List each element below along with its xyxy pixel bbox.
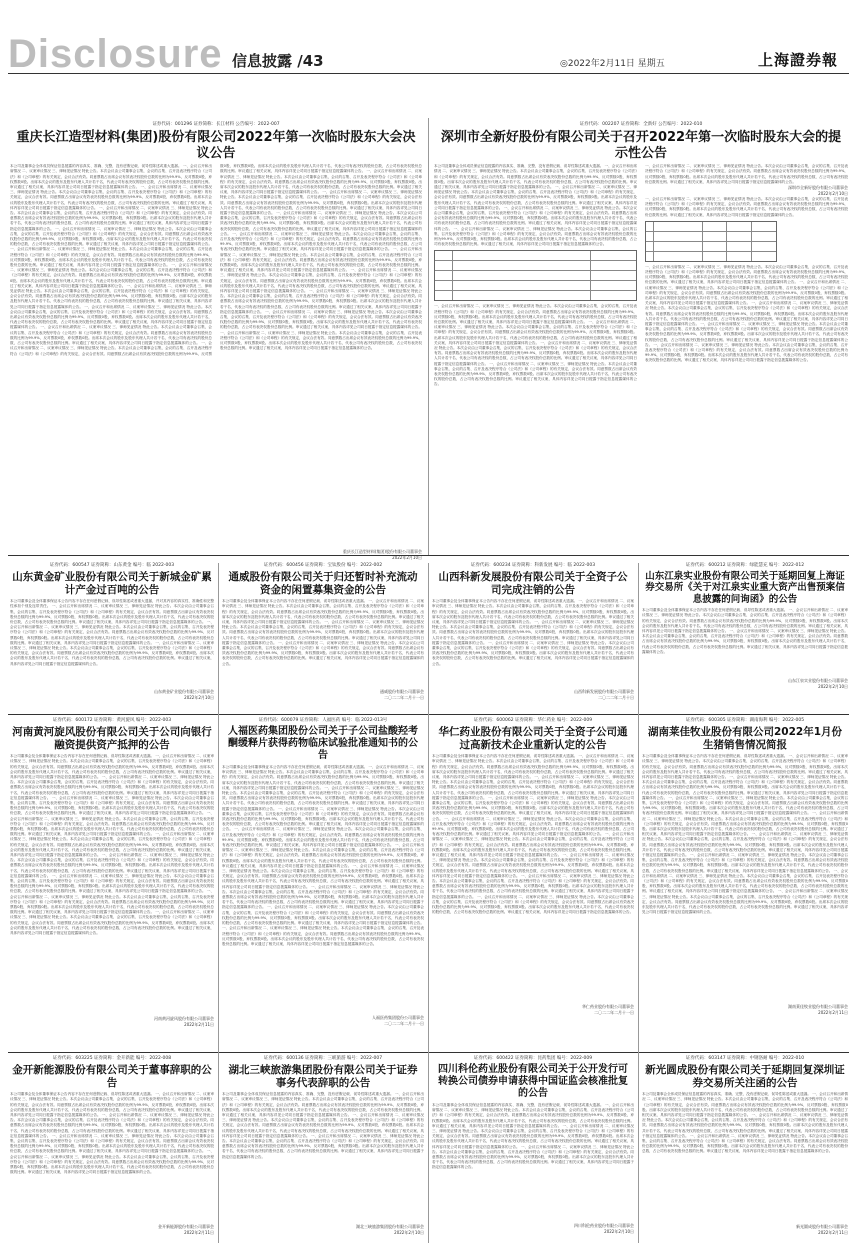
announcement [10, 563, 214, 711]
table-row [435, 261, 636, 271]
announcement-text: 一、会议召开和出席情况 二、议案审议情况 三、律师见证情况 特此公告。本次会议由公司董事会召集，会议的召集、召开及表决程序符合《公司法》和《公司章程》的有关规定，会议合法有效。同意票数占出席会议有效表决权股份总数的比例为99.9%，反对票数0股，弃权票数0股。出席本次会议的股东及股东代理人共计若干名，代表公司有表决权的股份总数，占公司有表决权股份总数的比例。审议通过了相关议案，具体内容详见公司同日披露于指定信息披露媒体的公告。 [220, 330, 422, 351]
announcement-body [432, 754, 634, 1004]
table-row [646, 232, 776, 242]
announcement-text: 一、会议召开和出席情况 二、议案审议情况 三、律师见证情况 特此公告。本次会议由公司董事会召集，会议的召集、召开及表决程序符合《公司法》和《公司章程》的有关规定，会议合法有效。同意票数占出席会议有效表决权股份总数的比例为99.9%，反对票数0股，弃权票数0股。出席本次会议的股东及股东代理人共计若干名，代表公司有表决权的股份总数，占公司有表决权股份总数的比例。审议通过了相关议案，具体内容详见公司同日披露于指定信息披露媒体的公告。 [222, 806, 424, 832]
announcement-text: 一、会议召开和出席情况 二、议案审议情况 三、律师见证情况 特此公告。本次会议由公司董事会召集，会议的召集、召开及表决程序符合《公司法》和《公司章程》的有关规定，会议合法有效。同意票数占出席会议有效表决权股份总数的比例为99.9%，反对票数0股，弃权票数0股。出席本次会议的股东及股东代理人共计若干名，代表公司有表决权的股份总数，占公司有表决权股份总数的比例。审议通过了相关议案，具体内容详见公司同日披露于指定信息披露媒体的公告。 [10, 795, 214, 816]
announcement-text: 一、会议召开和出席情况 二、议案审议情况 三、律师见证情况 特此公告。本次会议由公司董事会召集，会议的召集、召开及表决程序符合《公司法》和《公司章程》的有关规定，会议合法有效。同意票数占出席会议有效表决权股份总数的比例为99.9%，反对票数0股，弃权票数0股。出席本次会议的股东及股东代理人共计若干名，代表公司有表决权的股份总数，占公司有表决权股份总数的比例。审议通过了相关议案，具体内容详见公司同日披露于指定信息披露媒体的公告。 [642, 795, 848, 816]
table-row [646, 252, 776, 261]
announcement-body [10, 599, 214, 689]
announcement-title: 金开新能源股份有限公司关于董事辞职的公告 [12, 1064, 212, 1089]
announcement-lead: 本公司董事会及全体董事保证本公告内容不存在任何虚假记载、误导性陈述或者重大遗漏。 [642, 754, 788, 759]
announcement-text: 一、会议召开和出席情况 二、议案审议情况 三、律师见证情况 特此公告。本次会议由公司董事会召集，会议的召集、召开及表决程序符合《公司法》和《公司章程》的有关规定，会议合法有效。同意票数占出席会议有效表决权股份总数的比例为99.9%，反对票数0股，弃权票数0股。出席本次会议的股东及股东代理人共计若干名，代表公司有表决权的股份总数，占公司有表决权股份总数的比例。审议通过了相关议案，具体内容详见公司同日披露于指定信息披露媒体的公告。 [10, 604, 214, 624]
announcement-text: 一、会议召开和出席情况 二、议案审议情况 三、律师见证情况 特此公告。本次会议由公司董事会召集，会议的召集、召开及表决程序符合《公司法》和《公司章程》的有关规定，会议合法有效。同意票数占出席会议有效表决权股份总数的比例为99.9%，反对票数0股，弃权票数0股。出席本次会议的股东及股东代理人共计若干名，代表公司有表决权的股份总数，占公司有表决权股份总数的比例。审议通过了相关议案，具体内容详见公司同日披露于指定信息披露媒体的公告。 [432, 1103, 634, 1128]
announcement [434, 122, 848, 552]
announcement-text: 一、会议召开和出席情况 二、议案审议情况 三、律师见证情况 特此公告。本次会议由公司董事会召集，会议的召集、召开及表决程序符合《公司法》和《公司章程》的有关规定，会议合法有效。同意票数占出席会议有效表决权股份总数的比例为99.9%，反对票数0股，弃权票数0股。出席本次会议的股东及股东代理人共计若干名，代表公司有表决权的股份总数，占公司有表决权股份总数的比例。审议通过了相关议案，具体内容详见公司同日披露于指定信息披露媒体的公告。 [432, 1144, 634, 1170]
announcement-text: 一、会议召开和出席情况 二、议案审议情况 三、律师见证情况 特此公告。本次会议由公司董事会召集，会议的召集、召开及表决程序符合《公司法》和《公司章程》的有关规定，会议合法有效。同意票数占出席会议有效表决权股份总数的比例为99.9%，反对票数0股，弃权票数0股。出席本次会议的股东及股东代理人共计若干名，代表公司有表决权的股份总数，占公司有表决权股份总数的比例。审议通过了相关议案，具体内容详见公司同日披露于指定信息披露媒体的公告。 [10, 164, 212, 189]
announcement-text: 一、会议召开和出席情况 二、议案审议情况 三、律师见证情况 特此公告。本次会议由公司董事会召集，会议的召集、召开及表决程序符合《公司法》和《公司章程》的有关规定，会议合法有效。同意票数占出席会议有效表决权股份总数的比例为99.9%，反对票数0股，弃权票数0股。出席本次会议的股东及股东代理人共计若干名，代表公司有表决权的股份总数，占公司有表决权股份总数的比例。审议通过了相关议案，具体内容详见公司同日披露于指定信息披露媒体的公告。 [434, 320, 637, 345]
announcement-text: 一、会议召开和出席情况 二、议案审议情况 三、律师见证情况 特此公告。本次会议由公司董事会召集，会议的召集、召开及表决程序符合《公司法》和《公司章程》的有关规定，会议合法有效。同意票数占出席会议有效表决权股份总数的比例为99.9%，反对票数0股，弃权票数0股。出席本次会议的股东及股东代理人共计若干名，代表公司有表决权的股份总数，占公司有表决权股份总数的比例。审议通过了相关议案，具体内容详见公司同日披露于指定信息披露媒体的公告。 [10, 754, 214, 779]
announcement-lead: 本公司董事会及全体董事保证本公告内容不存在任何虚假记载、误导性陈述或者重大遗漏。 [222, 765, 368, 769]
announcement-text: 一、会议召开和出席情况 二、议案审议情况 三、律师见证情况 特此公告。本次会议由公司董事会召集，会议的召集、召开及表决程序符合《公司法》和《公司章程》的有关规定，会议合法有效。同意票数占出席会议有效表决权股份总数的比例为99.9%，反对票数0股，弃权票数0股。出席本次会议的股东及股东代理人共计若干名，代表公司有表决权的股份总数，占公司有表决权股份总数的比例。审议通过了相关议案，具体内容详见公司同日披露于指定信息披露媒体的公告。 [432, 832, 634, 858]
announcement-text: 一、会议召开和出席情况 二、议案审议情况 三、律师见证情况 特此公告。本次会议由公司董事会召集，会议的召集、召开及表决程序符合《公司法》和《公司章程》的有关规定，会议合法有效。同意票数占出席会议有效表决权股份总数的比例为99.9%，反对票数0股，弃权票数0股。出席本次会议的股东及股东代理人共计若干名，代表公司有表决权的股份总数，占公司有表决权股份总数的比例。审议通过了相关议案，具体内容详见公司同日披露于指定信息披露媒体的公告。 [642, 628, 848, 654]
announcement-body [10, 754, 214, 1016]
announcement-signature: 人福医药集团股份公司董事会 [372, 1015, 424, 1020]
announcement [222, 1056, 424, 1244]
announcement-text: 一、会议召开和出席情况 二、议案审议情况 三、律师见证情况 特此公告。本次会议由公司董事会召集，会议的召集、召开及表决程序符合《公司法》和《公司章程》的有关规定，会议合法有效。同意票数占出席会议有效表决权股份总数的比例为99.9%，反对票数0股，弃权票数0股。出席本次会议的股东及股东代理人共计若干名，代表公司有表决权的股份总数，占公司有表决权股份总数的比例。审议通过了相关议案，具体内容详见公司同日披露于指定信息披露媒体的公告。 [434, 340, 637, 366]
announcement-text: 一、会议召开和出席情况 二、议案审议情况 三、律师见证情况 特此公告。本次会议由公司董事会召集，会议的召集、召开及表决程序符合《公司法》和《公司章程》的有关规定，会议合法有效。同意票数占出席会议有效表决权股份总数的比例为99.9%，反对票数0股，弃权票数0股。出席本次会议的股东及股东代理人共计若干名，代表公司有表决权的股份总数，占公司有表决权股份总数的比例。审议通过了相关议案，具体内容详见公司同日披露于指定信息披露媒体的公告。 [432, 795, 634, 821]
announcement-lead: 本公司董事会及全体董事保证本公告内容不存在任何虚假记载、误导性陈述或者重大遗漏。 [642, 608, 788, 613]
announcement-text: 一、会议召开和出席情况 二、议案审议情况 三、律师见证情况 特此公告。本次会议由公司董事会召集，会议的召集、召开及表决程序符合《公司法》和《公司章程》的有关规定，会议合法有效。同意票数占出席会议有效表决权股份总数的比例为99.9%，反对票数0股，弃权票数0股。出席本次会议的股东及股东代理人共计若干名，代表公司有表决权的股份总数，占公司有表决权股份总数的比例。审议通过了相关议案，具体内容详见公司同日披露于指定信息披露媒体的公告。 [220, 289, 422, 314]
announcement-text: 一、会议召开和出席情况 二、议案审议情况 三、律师见证情况 特此公告。本次会议由公司董事会召集，会议的召集、召开及表决程序符合《公司法》和《公司章程》的有关规定，会议合法有效。同意票数占出席会议有效表决权股份总数的比例为99.9%，反对票数0股，弃权票数0股。出席本次会议的股东及股东代理人共计若干名，代表公司有表决权的股份总数，占公司有表决权股份总数的比例。审议通过了相关议案，具体内容详见公司同日披露于指定信息披露媒体的公告。 [10, 226, 212, 247]
announcement-text: 一、会议召开和出席情况 二、议案审议情况 三、律师见证情况 特此公告。本次会议由公司董事会召集，会议的召集、召开及表决程序符合《公司法》和《公司章程》的有关规定，会议合法有效。同意票数占出席会议有效表决权股份总数的比例为99.9%，反对票数0股，弃权票数0股。出席本次会议的股东及股东代理人共计若干名，代表公司有表决权的股份总数，占公司有表决权股份总数的比例。审议通过了相关议案，具体内容详见公司同日披露于指定信息披露媒体的公告。 [222, 884, 424, 910]
announcement [432, 1056, 634, 1244]
announcement-body [10, 1092, 214, 1224]
announcement-signature: 新光圆成股份有限公司董事会 [796, 1224, 848, 1230]
announcement-text: 一、会议召开和出席情况 二、议案审议情况 三、律师见证情况 特此公告。本次会议由公司董事会召集，会议的召集、召开及表决程序符合《公司法》和《公司章程》的有关规定，会议合法有效。同意票数占出席会议有效表决权股份总数的比例为99.9%，反对票数0股，弃权票数0股。出席本次会议的股东及股东代理人共计若干名，代表公司有表决权的股份总数，占公司有表决权股份总数的比例。审议通过了相关议案，具体内容详见公司同日披露于指定信息披露媒体的公告。 [10, 304, 212, 330]
announcement-text: 一、会议召开和出席情况 二、议案审议情况 三、律师见证情况 特此公告。本次会议由公司董事会召集，会议的召集、召开及表决程序符合《公司法》和《公司章程》的有关规定，会议合法有效。同意票数占出席会议有效表决权股份总数的比例为99.9%，反对票数0股，弃权票数0股。出席本次会议的股东及股东代理人共计若干名，代表公司有表决权的股份总数，占公司有表决权股份总数的比例。审议通过了相关议案，具体内容详见公司同日披露于指定信息披露媒体的公告。 [432, 1123, 634, 1149]
announcement-text: 一、会议召开和出席情况 二、议案审议情况 三、律师见证情况 特此公告。本次会议由公司董事会召集，会议的召集、召开及表决程序符合《公司法》和《公司章程》的有关规定，会议合法有效。同意票数占出席会议有效表决权股份总数的比例为99.9%，反对票数0股，弃权票数0股。出席本次会议的股东及股东代理人共计若干名，代表公司有表决权的股份总数，占公司有表决权股份总数的比例。审议通过了相关议案，具体内容详见公司同日披露于指定信息披露媒体的公告。 [642, 775, 848, 800]
column-divider [428, 118, 429, 555]
announcement-text: 一、会议召开和出席情况 二、议案审议情况 三、律师见证情况 特此公告。本次会议由公司董事会召集，会议的召集、召开及表决程序符合《公司法》和《公司章程》的有关规定，会议合法有效。同意票数占出席会议有效表决权股份总数的比例为99.9%，反对票数0股，弃权票数0股。出席本次会议的股东及股东代理人共计若干名，代表公司有表决权的股份总数，占公司有表决权股份总数的比例。审议通过了相关议案，具体内容详见公司同日披露于指定信息披露媒体的公告。 [642, 889, 848, 915]
announcement-date: 2022年2月10日 [184, 695, 214, 701]
announcement-meta: 证券代码：600422 证券简称：昆药集团 编号：2022-009 [473, 1056, 593, 1061]
announcement-text: 一、会议召开和出席情况 二、议案审议情况 三、律师见证情况 特此公告。本次会议由公司董事会召集，会议的召集、召开及表决程序符合《公司法》和《公司章程》的有关规定，会议合法有效。同意票数占出席会议有效表决权股份总数的比例为99.9%，反对票数0股，弃权票数0股。出席本次会议的股东及股东代理人共计若干名，代表公司有表决权的股份总数，占公司有表决权股份总数的比例。审议通过了相关议案，具体内容详见公司同日披露于指定信息披露媒体的公告。 [645, 301, 848, 327]
announcement-text: 一、会议召开和出席情况 二、议案审议情况 三、律师见证情况 特此公告。本次会议由公司董事会召集，会议的召集、召开及表决程序符合《公司法》和《公司章程》的有关规定，会议合法有效。同意票数占出席会议有效表决权股份总数的比例为99.9%，反对票数0股，弃权票数0股。出席本次会议的股东及股东代理人共计若干名，代表公司有表决权的股份总数，占公司有表决权股份总数的比例。审议通过了相关议案，具体内容详见公司同日披露于指定信息披露媒体的公告。 [642, 1092, 848, 1117]
announcement-body [434, 164, 848, 554]
section-title: 信息披露 /43 [232, 52, 324, 70]
announcement-signature: 山东黄金矿业股份有限公司董事会 [154, 689, 214, 695]
announcement-text: 一、会议召开和出席情况 二、议案审议情况 三、律师见证情况 特此公告。本次会议由公司董事会召集，会议的召集、召开及表决程序符合《公司法》和《公司章程》的有关规定，会议合法有效。同意票数占出席会议有效表决权股份总数的比例为99.9%，反对票数0股，弃权票数0股。出席本次会议的股东及股东代理人共计若干名，代表公司有表决权的股份总数，占公司有表决权股份总数的比例。审议通过了相关议案，具体内容详见公司同日披露于指定信息披露媒体的公告。 [432, 620, 634, 645]
announcement-signature: 深圳市全新好股份有限公司董事会 [788, 185, 848, 190]
announcement-title: 山西科新发展股份有限公司关于全资子公司完成注销的公告 [438, 571, 628, 596]
announcement-text: 一、会议召开和出席情况 二、议案审议情况 三、律师见证情况 特此公告。本次会议由公司董事会召集，会议的召集、召开及表决程序符合《公司法》和《公司章程》的有关规定，会议合法有效。同意票数占出席会议有效表决权股份总数的比例为99.9%，反对票数0股，弃权票数0股。出席本次会议的股东及股东代理人共计若干名，代表公司有表决权的股份总数，占公司有表决权股份总数的比例。审议通过了相关议案，具体内容详见公司同日披露于指定信息披露媒体的公告。 [645, 342, 848, 363]
announcement-signature: 湖北三峡旅游集团股份有限公司董事会 [356, 1224, 424, 1230]
announcement-text: 一、会议召开和出席情况 二、议案审议情况 三、律师见证情况 特此公告。本次会议由公司董事会召集，会议的召集、召开及表决程序符合《公司法》和《公司章程》的有关规定，会议合法有效。同意票数占出席会议有效表决权股份总数的比例为99.9%，反对票数0股，弃权票数0股。出席本次会议的股东及股东代理人共计若干名，代表公司有表决权的股份总数，占公司有表决权股份总数的比例。审议通过了相关议案，具体内容详见公司同日披露于指定信息披露媒体的公告。 [222, 905, 424, 926]
announcement-text: 一、会议召开和出席情况 二、议案审议情况 三、律师见证情况 特此公告。本次会议由公司董事会召集，会议的召集、召开及表决程序符合《公司法》和《公司章程》的有关规定，会议合法有效。同意票数占出席会议有效表决权股份总数的比例为99.9%，反对票数0股，弃权票数0股。出席本次会议的股东及股东代理人共计若干名，代表公司有表决权的股份总数，占公司有表决权股份总数的比例。审议通过了相关议案，具体内容详见公司同日披露于指定信息披露媒体的公告。 [222, 1092, 424, 1117]
announcement-text: 一、会议召开和出席情况 二、议案审议情况 三、律师见证情况 特此公告。本次会议由公司董事会召集，会议的召集、召开及表决程序符合《公司法》和《公司章程》的有关规定，会议合法有效。同意票数占出席会议有效表决权股份总数的比例为99.9%，反对票数0股，弃权票数0股。出席本次会议的股东及股东代理人共计若干名，代表公司有表决权的股份总数，占公司有表决权股份总数的比例。审议通过了相关议案，具体内容详见公司同日披露于指定信息披露媒体的公告。 [10, 889, 214, 915]
announcement-text: 一、会议召开和出席情况 二、议案审议情况 三、律师见证情况 特此公告。本次会议由公司董事会召集，会议的召集、召开及表决程序符合《公司法》和《公司章程》的有关规定，会议合法有效。同意票数占出席会议有效表决权股份总数的比例为99.9%，反对票数0股，弃权票数0股。出席本次会议的股东及股东代理人共计若干名，代表公司有表决权的股份总数，占公司有表决权股份总数的比例。审议通过了相关议案，具体内容详见公司同日披露于指定信息披露媒体的公告。 [645, 164, 848, 184]
announcement-text: 一、会议召开和出席情况 二、议案审议情况 三、律师见证情况 特此公告。本次会议由公司董事会召集，会议的召集、召开及表决程序符合《公司法》和《公司章程》的有关规定，会议合法有效。同意票数占出席会议有效表决权股份总数的比例为99.9%，反对票数0股，弃权票数0股。出席本次会议的股东及股东代理人共计若干名，代表公司有表决权的股份总数，占公司有表决权股份总数的比例。审议通过了相关议案，具体内容详见公司同日披露于指定信息披露媒体的公告。 [10, 205, 212, 231]
announcement-meta: 证券代码：600547 证券简称：山东黄金 编号：临 2022-003 [49, 563, 175, 568]
announcement-text: 一、会议召开和出席情况 二、议案审议情况 三、律师见证情况 特此公告。本次会议由公司董事会召集，会议的召集、召开及表决程序符合《公司法》和《公司章程》的有关规定，会议合法有效。同意票数占出席会议有效表决权股份总数的比例为99.9%，反对票数0股，弃权票数0股。出席本次会议的股东及股东代理人共计若干名，代表公司有表决权的股份总数，占公司有表决权股份总数的比例。审议通过了相关议案，具体内容详见公司同日披露于指定信息披露媒体的公告。 [432, 873, 634, 899]
announcement-title: 湖北三峡旅游集团股份有限公司关于证券事务代表辞职的公告 [228, 1064, 418, 1089]
issue-date: ◎2022年2月11日 星期五 [560, 59, 665, 69]
announcement-text: 一、会议召开和出席情况 二、议案审议情况 三、律师见证情况 特此公告。本次会议由公司董事会召集，会议的召集、召开及表决程序符合《公司法》和《公司章程》的有关规定，会议合法有效。同意票数占出席会议有效表决权股份总数的比例为99.9%，反对票数0股，弃权票数0股。出席本次会议的股东及股东代理人共计若干名，代表公司有表决权的股份总数，占公司有表决权股份总数的比例。审议通过了相关议案，具体内容详见公司同日披露于指定信息披露媒体的公告。 [642, 754, 848, 779]
announcement-text: 一、会议召开和出席情况 二、议案审议情况 三、律师见证情况 特此公告。本次会议由公司董事会召集，会议的召集、召开及表决程序符合《公司法》和《公司章程》的有关规定，会议合法有效。同意票数占出席会议有效表决权股份总数的比例为99.9%，反对票数0股，弃权票数0股。出席本次会议的股东及股东代理人共计若干名，代表公司有表决权的股份总数，占公司有表决权股份总数的比例。审议通过了相关议案，具体内容详见公司同日披露于指定信息披露媒体的公告。 [10, 640, 214, 666]
announcement-date: 二〇二二年二月十一日 [594, 1010, 634, 1016]
announcement-text: 一、会议召开和出席情况 二、议案审议情况 三、律师见证情况 特此公告。本次会议由公司董事会召集，会议的召集、召开及表决程序符合《公司法》和《公司章程》的有关规定，会议合法有效。同意票数占出席会议有效表决权股份总数的比例为99.9%，反对票数0股，弃权票数0股。出席本次会议的股东及股东代理人共计若干名，代表公司有表决权的股份总数，占公司有表决权股份总数的比例。审议通过了相关议案，具体内容详见公司同日披露于指定信息披露媒体的公告。 [220, 309, 422, 330]
announcement-date: 二〇二二年二月十一日 [384, 1021, 424, 1026]
announcement-date: 2022年2月10日 [392, 555, 422, 561]
announcement-text: 一、会议召开和出席情况 二、议案审议情况 三、律师见证情况 特此公告。本次会议由公司董事会召集，会议的召集、召开及表决程序符合《公司法》和《公司章程》的有关规定，会议合法有效。同意票数占出席会议有效表决权股份总数的比例为99.9%，反对票数0股，弃权票数0股。出席本次会议的股东及股东代理人共计若干名，代表公司有表决权的股份总数，占公司有表决权股份总数的比例。审议通过了相关议案，具体内容详见公司同日披露于指定信息披露媒体的公告。 [645, 322, 848, 347]
header-rule [8, 73, 849, 74]
announcement-body [432, 599, 634, 689]
announcement-text: 一、会议召开和出席情况 二、议案审议情况 三、律师见证情况 特此公告。本次会议由公司董事会召集，会议的召集、召开及表决程序符合《公司法》和《公司章程》的有关规定，会议合法有效。同意票数占出席会议有效表决权股份总数的比例为99.9%，反对票数0股，弃权票数0股。出席本次会议的股东及股东代理人共计若干名，代表公司有表决权的股份总数，占公司有表决权股份总数的比例。审议通过了相关议案，具体内容详见公司同日披露于指定信息披露媒体的公告。 [434, 226, 637, 247]
announcement-text: 一、会议召开和出席情况 二、议案审议情况 三、律师见证情况 特此公告。本次会议由公司董事会召集，会议的召集、召开及表决程序符合《公司法》和《公司章程》的有关规定，会议合法有效。同意票数占出席会议有效表决权股份总数的比例为99.9%，反对票数0股，弃权票数0股。出席本次会议的股东及股东代理人共计若干名，代表公司有表决权的股份总数，占公司有表决权股份总数的比例。审议通过了相关议案，具体内容详见公司同日披露于指定信息披露媒体的公告。 [434, 304, 637, 325]
announcement-lead: 本公司及董事会全体成员保证信息披露的内容真实、准确、完整，没有虚假记载、误导性陈述或重大遗漏。 [10, 164, 182, 169]
announcement-title: 华仁药业股份有限公司关于全资子公司通过高新技术企业重新认定的公告 [438, 726, 628, 751]
announcement-title: 湖南莱佳牧业股份有限公司2022年1月份生猪销售情况简报 [647, 726, 843, 751]
announcement [432, 718, 634, 1048]
announcement-text: 一、会议召开和出席情况 二、议案审议情况 三、律师见证情况 特此公告。本次会议由公司董事会召集，会议的召集、召开及表决程序符合《公司法》和《公司章程》的有关规定，会议合法有效。同意票数占出席会议有效表决权股份总数的比例为99.9%，反对票数0股，弃权票数0股。出席本次会议的股东及股东代理人共计若干名，代表公司有表决权的股份总数，占公司有表决权股份总数的比例。审议通过了相关议案，具体内容详见公司同日披露于指定信息披露媒体的公告。 [222, 785, 424, 811]
authorization-table [645, 221, 777, 262]
announcement-text: 一、会议召开和出席情况 二、议案审议情况 三、律师见证情况 特此公告。本次会议由公司董事会召集，会议的召集、召开及表决程序符合《公司法》和《公司章程》的有关规定，会议合法有效。同意票数占出席会议有效表决权股份总数的比例为99.9%，反对票数0股，弃权票数0股。出席本次会议的股东及股东代理人共计若干名，代表公司有表决权的股份总数，占公司有表决权股份总数的比例。审议通过了相关议案，具体内容详见公司同日披露于指定信息披露媒体的公告。 [645, 264, 848, 285]
announcement-lead: 本公司董事会及全体董事保证本公告内容不存在任何虚假记载、误导性陈述或者重大遗漏。 [432, 754, 578, 759]
announcement-text: 一、会议召开和出席情况 二、议案审议情况 三、律师见证情况 特此公告。本次会议由公司董事会召集，会议的召集、召开及表决程序符合《公司法》和《公司章程》的有关规定，会议合法有效。同意票数占出席会议有效表决权股份总数的比例为99.9%，反对票数0股，弃权票数0股。出席本次会议的股东及股东代理人共计若干名，代表公司有表决权的股份总数，占公司有表决权股份总数的比例。审议通过了相关议案，具体内容详见公司同日披露于指定信息披露媒体的公告。 [432, 599, 634, 624]
announcement-date: 2022年2月11日 [184, 1230, 214, 1236]
announcement-text: 一、会议召开和出席情况 二、议案审议情况 三、律师见证情况 特此公告。本次会议由公司董事会召集，会议的召集、召开及表决程序符合《公司法》和《公司章程》的有关规定，会议合法有效。同意票数占出席会议有效表决权股份总数的比例为99.9%，反对票数0股，弃权票数0股。出席本次会议的股东及股东代理人共计若干名，代表公司有表决权的股份总数，占公司有表决权股份总数的比例。审议通过了相关议案，具体内容详见公司同日披露于指定信息披露媒体的公告。 [222, 863, 424, 889]
announcement-date: 2022年2月10日 [818, 684, 848, 690]
announcement-date: 2022年2月10日 [394, 1230, 424, 1236]
announcement-meta: 证券代码：600062 证券简称：华仁药业 编号：2022-009 [473, 718, 593, 723]
announcement-body [642, 608, 848, 678]
announcement-text: 一、会议召开和出席情况 二、议案审议情况 三、律师见证情况 特此公告。本次会议由公司董事会召集，会议的召集、召开及表决程序符合《公司法》和《公司章程》的有关规定，会议合法有效。同意票数占出席会议有效表决权股份总数的比例为99.9%，反对票数0股，弃权票数0股。出席本次会议的股东及股东代理人共计若干名，代表公司有表决权的股份总数，占公司有表决权股份总数的比例。审议通过了相关议案，具体内容详见公司同日披露于指定信息披露媒体的公告。 [222, 599, 424, 624]
announcement-text: 一、会议召开和出席情况 二、议案审议情况 三、律师见证情况 特此公告。本次会议由公司董事会召集，会议的召集、召开及表决程序符合《公司法》和《公司章程》的有关规定，会议合法有效。同意票数占出席会议有效表决权股份总数的比例为99.9%，反对票数0股，弃权票数0股。出席本次会议的股东及股东代理人共计若干名，代表公司有表决权的股份总数，占公司有表决权股份总数的比例。审议通过了相关议案，具体内容详见公司同日披露于指定信息披露媒体的公告。 [222, 843, 424, 868]
announcement-lead: 本公司及董事会全体成员保证信息披露的内容真实、准确、完整，没有虚假记载、误导性陈述或重大遗漏。 [642, 1092, 811, 1097]
announcement-text: 一、会议召开和出席情况 二、议案审议情况 三、律师见证情况 特此公告。本次会议由公司董事会召集，会议的召集、召开及表决程序符合《公司法》和《公司章程》的有关规定，会议合法有效。同意票数占出席会议有效表决权股份总数的比例为99.9%，反对票数0股，弃权票数0股。出席本次会议的股东及股东代理人共计若干名，代表公司有表决权的股份总数，占公司有表决权股份总数的比例。审议通过了相关议案，具体内容详见公司同日披露于指定信息披露媒体的公告。 [220, 211, 422, 236]
announcement-meta: 证券代码：001296 证券简称：长江材料 公告编号：2022-007 [152, 122, 280, 127]
announcement-date: 2022年2月10日 [604, 1229, 634, 1234]
table-row [435, 291, 636, 300]
announcement-meta: 证券代码：600079 证券简称：人福医药 编号：临 2022-013号 [258, 718, 388, 723]
announcement-text: 一、会议召开和出席情况 二、议案审议情况 三、律师见证情况 特此公告。本次会议由公司董事会召集，会议的召集、召开及表决程序符合《公司法》和《公司章程》的有关规定，会议合法有效。同意票数占出席会议有效表决权股份总数的比例为99.9%，反对票数0股，弃权票数0股。出席本次会议的股东及股东代理人共计若干名，代表公司有表决权的股份总数，占公司有表决权股份总数的比例。审议通过了相关议案，具体内容详见公司同日披露于指定信息披露媒体的公告。 [10, 283, 212, 309]
announcement-lead: 本公司及董事会全体成员保证信息披露的内容真实、准确、完整，没有虚假记载、误导性陈述或重大遗漏。 [432, 1103, 604, 1107]
announcement [642, 563, 848, 711]
announcement-text: 一、会议召开和出席情况 二、议案审议情况 三、律师见证情况 特此公告。本次会议由公司董事会召集，会议的召集、召开及表决程序符合《公司法》和《公司章程》的有关规定，会议合法有效。同意票数占出席会议有效表决权股份总数的比例为99.9%，反对票数0股，弃权票数0股。出席本次会议的股东及股东代理人共计若干名，代表公司有表决权的股份总数，占公司有表决权股份总数的比例。审议通过了相关议案，具体内容详见公司同日披露于指定信息披露媒体的公告。 [10, 620, 214, 645]
announcement-text: 一、会议召开和出席情况 二、议案审议情况 三、律师见证情况 特此公告。本次会议由公司董事会召集，会议的召集、召开及表决程序符合《公司法》和《公司章程》的有关规定，会议合法有效。同意票数占出席会议有效表决权股份总数的比例为99.9%，反对票数0股，弃权票数0股。出席本次会议的股东及股东代理人共计若干名，代表公司有表决权的股份总数，占公司有表决权股份总数的比例。审议通过了相关议案，具体内容详见公司同日披露于指定信息披露媒体的公告。 [220, 268, 422, 294]
announcement-text: 一、会议召开和出席情况 二、议案审议情况 三、律师见证情况 特此公告。本次会议由公司董事会召集，会议的召集、召开及表决程序符合《公司法》和《公司章程》的有关规定，会议合法有效。同意票数占出席会议有效表决权股份总数的比例为99.9%，反对票数0股，弃权票数0股。出席本次会议的股东及股东代理人共计若干名，代表公司有表决权的股份总数，占公司有表决权股份总数的比例。审议通过了相关议案，具体内容详见公司同日披露于指定信息披露媒体的公告。 [10, 910, 214, 936]
announcement-signature: 四川科伦药业股份有限公司董事会 [574, 1223, 634, 1228]
table-row [646, 242, 776, 252]
announcement-signature: 重庆长江造型材料(集团)股份有限公司董事会 [342, 549, 422, 555]
announcement-text: 一、会议召开和出席情况 二、议案审议情况 三、律师见证情况 特此公告。本次会议由公司董事会召集，会议的召集、召开及表决程序符合《公司法》和《公司章程》的有关规定，会议合法有效。同意票数占出席会议有效表决权股份总数的比例为99.9%，反对票数0股，弃权票数0股。出席本次会议的股东及股东代理人共计若干名，代表公司有表决权的股份总数，占公司有表决权股份总数的比例。审议通过了相关议案，具体内容详见公司同日披露于指定信息披露媒体的公告。 [434, 185, 637, 210]
announcement-date: 2022年2月11日 [184, 1022, 214, 1028]
proposal-table [434, 250, 637, 301]
announcement-text: 一、会议召开和出席情况 二、议案审议情况 三、律师见证情况 特此公告。本次会议由公司董事会召集，会议的召集、召开及表决程序符合《公司法》和《公司章程》的有关规定，会议合法有效。同意票数占出席会议有效表决权股份总数的比例为99.9%，反对票数0股，弃权票数0股。出席本次会议的股东及股东代理人共计若干名，代表公司有表决权的股份总数，占公司有表决权股份总数的比例。审议通过了相关议案，具体内容详见公司同日披露于指定信息披露媒体的公告。 [10, 1092, 214, 1117]
announcement-signature: 山西科新发展股份有限公司董事会 [574, 689, 634, 695]
announcement-lead: 本公司及董事会全体成员保证信息披露的内容真实、准确、完整，没有虚假记载、误导性陈述或重大遗漏。 [222, 1092, 394, 1097]
announcement-text: 一、会议召开和出席情况 二、议案审议情况 三、律师见证情况 特此公告。本次会议由公司董事会召集，会议的召集、召开及表决程序符合《公司法》和《公司章程》的有关规定，会议合法有效。同意票数占出席会议有效表决权股份总数的比例为99.9%，反对票数0股，弃权票数0股。出席本次会议的股东及股东代理人共计若干名，代表公司有表决权的股份总数，占公司有表决权股份总数的比例。审议通过了相关议案，具体内容详见公司同日披露于指定信息披露媒体的公告。 [222, 620, 424, 645]
announcement-body [222, 765, 424, 1015]
announcement-text: 一、会议召开和出席情况 二、议案审议情况 三、律师见证情况 特此公告。本次会议由公司董事会召集，会议的召集、召开及表决程序符合《公司法》和《公司章程》的有关规定，会议合法有效。同意票数占出席会议有效表决权股份总数的比例为99.9%，反对票数0股，弃权票数0股。出席本次会议的股东及股东代理人共计若干名，代表公司有表决权的股份总数，占公司有表决权股份总数的比例。审议通过了相关议案，具体内容详见公司同日披露于指定信息披露媒体的公告。 [10, 1149, 214, 1175]
announcement-meta: 证券代码：603147 证券简称：中钢洛耐 编号：2022-010 [685, 1056, 805, 1061]
announcement-text: 一、会议召开和出席情况 二、议案审议情况 三、律师见证情况 特此公告。本次会议由公司董事会召集，会议的召集、召开及表决程序符合《公司法》和《公司章程》的有关规定，会议合法有效。同意票数占出席会议有效表决权股份总数的比例为99.9%，反对票数0股，弃权票数0股。出席本次会议的股东及股东代理人共计若干名，代表公司有表决权的股份总数，占公司有表决权股份总数的比例。审议通过了相关议案，具体内容详见公司同日披露于指定信息披露媒体的公告。 [222, 1133, 424, 1159]
announcement-text: 一、会议召开和出席情况 二、议案审议情况 三、律师见证情况 特此公告。本次会议由公司董事会召集，会议的召集、召开及表决程序符合《公司法》和《公司章程》的有关规定，会议合法有效。同意票数占出席会议有效表决权股份总数的比例为99.9%，反对票数0股，弃权票数0股。出席本次会议的股东及股东代理人共计若干名，代表公司有表决权的股份总数，占公司有表决权股份总数的比例。审议通过了相关议案，具体内容详见公司同日披露于指定信息披露媒体的公告。 [222, 640, 424, 666]
announcement-lead: 本公司董事会及全体董事保证本公告内容不存在任何虚假记载、误导性陈述或者重大遗漏。 [432, 599, 578, 604]
announcement-meta: 证券代码：600212 证券简称：绿能慧充 编号：2022-012 [685, 563, 805, 568]
announcement-text: 一、会议召开和出席情况 二、议案审议情况 三、律师见证情况 特此公告。本次会议由公司董事会召集，会议的召集、召开及表决程序符合《公司法》和《公司章程》的有关规定，会议合法有效。同意票数占出席会议有效表决权股份总数的比例为99.9%，反对票数0股，弃权票数0股。出席本次会议的股东及股东代理人共计若干名，代表公司有表决权的股份总数，占公司有表决权股份总数的比例。审议通过了相关议案，具体内容详见公司同日披露于指定信息披露媒体的公告。 [10, 832, 214, 858]
announcement-text: 一、会议召开和出席情况 二、议案审议情况 三、律师见证情况 特此公告。本次会议由公司董事会召集，会议的召集、召开及表决程序符合《公司法》和《公司章程》的有关规定，会议合法有效。同意票数占出席会议有效表决权股份总数的比例为99.9%，反对票数0股，弃权票数0股。出席本次会议的股东及股东代理人共计若干名，代表公司有表决权的股份总数，占公司有表决权股份总数的比例。审议通过了相关议案，具体内容详见公司同日披露于指定信息披露媒体的公告。 [222, 1113, 424, 1138]
announcement [642, 1056, 848, 1244]
announcement-body [10, 164, 422, 549]
announcement-meta: 证券代码：603225 证券简称：金开新能 编号：2022-008 [52, 1056, 172, 1061]
announcement-signature: 山东江泉实业股份有限公司董事会 [788, 678, 848, 684]
announcement-text: 一、会议召开和出席情况 二、议案审议情况 三、律师见证情况 特此公告。本次会议由公司董事会召集，会议的召集、召开及表决程序符合《公司法》和《公司章程》的有关规定，会议合法有效。同意票数占出席会议有效表决权股份总数的比例为99.9%，反对票数0股，弃权票数0股。出席本次会议的股东及股东代理人共计若干名，代表公司有表决权的股份总数，占公司有表决权股份总数的比例。审议通过了相关议案，具体内容详见公司同日披露于指定信息披露媒体的公告。 [222, 926, 424, 946]
announcement-text: 一、会议召开和出席情况 二、议案审议情况 三、律师见证情况 特此公告。本次会议由公司董事会召集，会议的召集、召开及表决程序符合《公司法》和《公司章程》的有关规定，会议合法有效。同意票数占出席会议有效表决权股份总数的比例为99.9%，反对票数0股，弃权票数0股。出席本次会议的股东及股东代理人共计若干名，代表公司有表决权的股份总数，占公司有表决权股份总数的比例。审议通过了相关议案，具体内容详见公司同日披露于指定信息披露媒体的公告。 [10, 247, 212, 268]
announcement-text: 一、会议召开和出席情况 二、议案审议情况 三、律师见证情况 特此公告。本次会议由公司董事会召集，会议的召集、召开及表决程序符合《公司法》和《公司章程》的有关规定，会议合法有效。同意票数占出席会议有效表决权股份总数的比例为99.9%，反对票数0股，弃权票数0股。出席本次会议的股东及股东代理人共计若干名，代表公司有表决权的股份总数，占公司有表决权股份总数的比例。审议通过了相关议案，具体内容详见公司同日披露于指定信息披露媒体的公告。 [220, 247, 422, 273]
table-row [646, 222, 776, 232]
announcement-title: 山东江泉实业股份有限公司关于延期回复上海证券交易所《关于对江泉实业重大资产出售预案信息披露的问询函》的公告 [645, 571, 845, 605]
announcement-date: 二〇二二年二月十日 [598, 695, 634, 701]
announcement-text: 一、会议召开和出席情况 二、议案审议情况 三、律师见证情况 特此公告。本次会议由公司董事会召集，会议的召集、召开及表决程序符合《公司法》和《公司章程》的有关规定，会议合法有效。同意票数占出席会议有效表决权股份总数的比例为99.9%，反对票数0股，弃权票数0股。出席本次会议的股东及股东代理人共计若干名，代表公司有表决权的股份总数，占公司有表决权股份总数的比例。审议通过了相关议案，具体内容详见公司同日披露于指定信息披露媒体的公告。 [645, 197, 848, 217]
announcement-text: 一、会议召开和出席情况 二、议案审议情况 三、律师见证情况 特此公告。本次会议由公司董事会召集，会议的召集、召开及表决程序符合《公司法》和《公司章程》的有关规定，会议合法有效。同意票数占出席会议有效表决权股份总数的比例为99.9%，反对票数0股，弃权票数0股。出席本次会议的股东及股东代理人共计若干名，代表公司有表决权的股份总数，占公司有表决权股份总数的比例。审议通过了相关议案，具体内容详见公司同日披露于指定信息披露媒体的公告。 [434, 205, 637, 231]
announcement-meta: 证券代码：600456 证券简称：宝钛股份 编号：2022-002 [263, 563, 383, 568]
announcement-column [434, 164, 637, 554]
section-banner-disclosure: Disclosure [8, 32, 223, 76]
announcement-text: 一、会议召开和出席情况 二、议案审议情况 三、律师见证情况 特此公告。本次会议由公司董事会召集，会议的召集、召开及表决程序符合《公司法》和《公司章程》的有关规定，会议合法有效。同意票数占出席会议有效表决权股份总数的比例为99.9%，反对票数0股，弃权票数0股。出席本次会议的股东及股东代理人共计若干名，代表公司有表决权的股份总数，占公司有表决权股份总数的比例。审议通过了相关议案，具体内容详见公司同日披露于指定信息披露媒体的公告。 [642, 811, 848, 837]
announcement-meta: 证券代码：600172 证券简称：黄河旋风 编号：2022-003 [52, 718, 172, 723]
announcement-title: 四川科伦药业股份有限公司关于公开发行可转换公司债券申请获得中国证监会核准批复的公告 [438, 1064, 628, 1099]
announcement-signature: 华仁药业股份有限公司董事会 [582, 1004, 634, 1010]
announcement-text: 一、会议召开和出席情况 二、议案审议情况 三、律师见证情况 特此公告。本次会议由公司董事会召集，会议的召集、召开及表决程序符合《公司法》和《公司章程》的有关规定，会议合法有效。同意票数占出席会议有效表决权股份总数的比例为99.9%，反对票数0股，弃权票数0股。出席本次会议的股东及股东代理人共计若干名，代表公司有表决权的股份总数，占公司有表决权股份总数的比例。审议通过了相关议案，具体内容详见公司同日披露于指定信息披露媒体的公告。 [10, 164, 422, 356]
announcement-title: 人福医药集团股份公司关于子公司盐酸羟考酮缓释片获得药物临床试验批准通知书的公告 [228, 726, 418, 761]
announcement-title: 通威股份有限公司关于归还暂时补充流动资金的闲置募集资金的公告 [228, 571, 418, 596]
announcement-text: 一、会议召开和出席情况 二、议案审议情况 三、律师见证情况 特此公告。本次会议由公司董事会召集，会议的召集、召开及表决程序符合《公司法》和《公司章程》的有关规定，会议合法有效。同意票数占出席会议有效表决权股份总数的比例为99.9%，反对票数0股，弃权票数0股。出席本次会议的股东及股东代理人共计若干名，代表公司有表决权的股份总数，占公司有表决权股份总数的比例。审议通过了相关议案，具体内容详见公司同日披露于指定信息披露媒体的公告。 [645, 280, 848, 306]
announcement-text: 一、会议召开和出席情况 二、议案审议情况 三、律师见证情况 特此公告。本次会议由公司董事会召集，会议的召集、召开及表决程序符合《公司法》和《公司章程》的有关规定，会议合法有效。同意票数占出席会议有效表决权股份总数的比例为99.9%，反对票数0股，弃权票数0股。出席本次会议的股东及股东代理人共计若干名，代表公司有表决权的股份总数，占公司有表决权股份总数的比例。审议通过了相关议案，具体内容详见公司同日披露于指定信息披露媒体的公告。 [222, 827, 424, 848]
announcement-body [642, 754, 848, 1004]
announcement-signature: 河南黄河旋风股份有限公司董事会 [154, 1016, 214, 1022]
announcement-text: 一、会议召开和出席情况 二、议案审议情况 三、律师见证情况 特此公告。本次会议由公司董事会召集，会议的召集、召开及表决程序符合《公司法》和《公司章程》的有关规定，会议合法有效。同意票数占出席会议有效表决权股份总数的比例为99.9%，反对票数0股，弃权票数0股。出席本次会议的股东及股东代理人共计若干名，代表公司有表决权的股份总数，占公司有表决权股份总数的比例。审议通过了相关议案，具体内容详见公司同日披露于指定信息披露媒体的公告。 [642, 868, 848, 894]
announcement-text: 一、会议召开和出席情况 二、议案审议情况 三、律师见证情况 特此公告。本次会议由公司董事会召集，会议的召集、召开及表决程序符合《公司法》和《公司章程》的有关规定，会议合法有效。同意票数占出席会议有效表决权股份总数的比例为99.9%，反对票数0股，弃权票数0股。出席本次会议的股东及股东代理人共计若干名，代表公司有表决权的股份总数，占公司有表决权股份总数的比例。审议通过了相关议案，具体内容详见公司同日披露于指定信息披露媒体的公告。 [10, 811, 214, 837]
announcement-body [222, 599, 424, 689]
announcement-text: 一、会议召开和出席情况 二、议案审议情况 三、律师见证情况 特此公告。本次会议由公司董事会召集，会议的召集、召开及表决程序符合《公司法》和《公司章程》的有关规定，会议合法有效。同意票数占出席会议有效表决权股份总数的比例为99.9%，反对票数0股，弃权票数0股。出席本次会议的股东及股东代理人共计若干名，代表公司有表决权的股份总数，占公司有表决权股份总数的比例。审议通过了相关议案，具体内容详见公司同日披露于指定信息披露媒体的公告。 [642, 1113, 848, 1138]
announcement-column [645, 164, 848, 554]
announcement-text: 一、会议召开和出席情况 二、议案审议情况 三、律师见证情况 特此公告。本次会议由公司董事会召集，会议的召集、召开及表决程序符合《公司法》和《公司章程》的有关规定，会议合法有效。同意票数占出席会议有效表决权股份总数的比例为99.9%，反对票数0股，弃权票数0股。出席本次会议的股东及股东代理人共计若干名，代表公司有表决权的股份总数，占公司有表决权股份总数的比例。审议通过了相关议案，具体内容详见公司同日披露于指定信息披露媒体的公告。 [10, 853, 215, 878]
column-divider [218, 563, 219, 1243]
announcement [432, 563, 634, 711]
announcement-lead: 本公司董事会及全体董事保证本公告内容不存在任何虚假记载、误导性陈述或者重大遗漏。 [10, 1092, 155, 1097]
announcement-body [432, 1103, 634, 1223]
announcement-text: 一、会议召开和出席情况 二、议案审议情况 三、律师见证情况 特此公告。本次会议由公司董事会召集，会议的召集、召开及表决程序符合《公司法》和《公司章程》的有关规定，会议合法有效。同意票数占出席会议有效表决权股份总数的比例为99.9%，反对票数0股，弃权票数0股。出席本次会议的股东及股东代理人共计若干名，代表公司有表决权的股份总数，占公司有表决权股份总数的比例。审议通过了相关议案，具体内容详见公司同日披露于指定信息披露媒体的公告。 [10, 775, 215, 800]
announcement-text: 一、会议召开和出席情况 二、议案审议情况 三、律师见证情况 特此公告。本次会议由公司董事会召集，会议的召集、召开及表决程序符合《公司法》和《公司章程》的有关规定，会议合法有效。同意票数占出席会议有效表决权股份总数的比例为99.9%，反对票数0股，弃权票数0股。出席本次会议的股东及股东代理人共计若干名，代表公司有表决权的股份总数，占公司有表决权股份总数的比例。审议通过了相关议案，具体内容详见公司同日披露于指定信息披露媒体的公告。 [432, 640, 634, 666]
announcement [10, 1056, 214, 1244]
table-row [435, 281, 636, 291]
announcement-body [642, 1092, 848, 1224]
announcement-text: 一、会议召开和出席情况 二、议案审议情况 三、律师见证情况 特此公告。本次会议由公司董事会召集，会议的召集、召开及表决程序符合《公司法》和《公司章程》的有关规定，会议合法有效。同意票数占出席会议有效表决权股份总数的比例为99.9%，反对票数0股，弃权票数0股。出席本次会议的股东及股东代理人共计若干名，代表公司有表决权的股份总数，占公司有表决权股份总数的比例。审议通过了相关议案，具体内容详见公司同日披露于指定信息披露媒体的公告。 [220, 190, 422, 216]
announcement-text: 一、会议召开和出席情况 二、议案审议情况 三、律师见证情况 特此公告。本次会议由公司董事会召集，会议的召集、召开及表决程序符合《公司法》和《公司章程》的有关规定，会议合法有效。同意票数占出席会议有效表决权股份总数的比例为99.9%，反对票数0股，弃权票数0股。出席本次会议的股东及股东代理人共计若干名，代表公司有表决权的股份总数，占公司有表决权股份总数的比例。审议通过了相关议案，具体内容详见公司同日披露于指定信息披露媒体的公告。 [434, 361, 637, 387]
announcement-text: 一、会议召开和出席情况 二、议案审议情况 三、律师见证情况 特此公告。本次会议由公司董事会召集，会议的召集、召开及表决程序符合《公司法》和《公司章程》的有关规定，会议合法有效。同意票数占出席会议有效表决权股份总数的比例为99.9%，反对票数0股，弃权票数0股。出席本次会议的股东及股东代理人共计若干名，代表公司有表决权的股份总数，占公司有表决权股份总数的比例。审议通过了相关议案，具体内容详见公司同日披露于指定信息披露媒体的公告。 [432, 894, 634, 915]
announcement-meta: 证券代码：600136 证券简称：三峡旅游 编号：2022-007 [263, 1056, 383, 1061]
announcement-signature: 湖南莱佳牧业股份有限公司董事会 [788, 1004, 848, 1010]
announcement-text: 一、会议召开和出席情况 二、议案审议情况 三、律师见证情况 特此公告。本次会议由公司董事会召集，会议的召集、召开及表决程序符合《公司法》和《公司章程》的有关规定，会议合法有效。同意票数占出席会议有效表决权股份总数的比例为99.9%，反对票数0股，弃权票数0股。出席本次会议的股东及股东代理人共计若干名，代表公司有表决权的股份总数，占公司有表决权股份总数的比例。审议通过了相关议案，具体内容详见公司同日披露于指定信息披露媒体的公告。 [432, 816, 634, 837]
announcement-text: 一、会议召开和出席情况 二、议案审议情况 三、律师见证情况 特此公告。本次会议由公司董事会召集，会议的召集、召开及表决程序符合《公司法》和《公司章程》的有关规定，会议合法有效。同意票数占出席会议有效表决权股份总数的比例为99.9%，反对票数0股，弃权票数0股。出席本次会议的股东及股东代理人共计若干名，代表公司有表决权的股份总数，占公司有表决权股份总数的比例。审议通过了相关议案，具体内容详见公司同日披露于指定信息披露媒体的公告。 [220, 231, 422, 252]
announcement [10, 718, 214, 1048]
announcement-lead: 本公司董事会及全体董事保证本公告内容不存在任何虚假记载、误导性陈述或者重大遗漏，并对其内容的真实性、准确性和完整性承担个别及连带责任。 [10, 599, 214, 609]
announcement-meta: 证券代码：600234 证券简称：科新发展 编号：临 2022-003 [470, 563, 596, 568]
column-divider [638, 563, 639, 1243]
announcement-text: 一、会议召开和出席情况 二、议案审议情况 三、律师见证情况 特此公告。本次会议由公司董事会召集，会议的召集、召开及表决程序符合《公司法》和《公司章程》的有关规定，会议合法有效。同意票数占出席会议有效表决权股份总数的比例为99.9%，反对票数0股，弃权票数0股。出席本次会议的股东及股东代理人共计若干名，代表公司有表决权的股份总数，占公司有表决权股份总数的比例。审议通过了相关议案，具体内容详见公司同日披露于指定信息披露媒体的公告。 [432, 853, 634, 878]
announcement-text: 一、会议召开和出席情况 二、议案审议情况 三、律师见证情况 特此公告。本次会议由公司董事会召集，会议的召集、召开及表决程序符合《公司法》和《公司章程》的有关规定，会议合法有效。同意票数占出席会议有效表决权股份总数的比例为99.9%，反对票数0股，弃权票数0股。出席本次会议的股东及股东代理人共计若干名，代表公司有表决权的股份总数，占公司有表决权股份总数的比例。审议通过了相关议案，具体内容详见公司同日披露于指定信息披露媒体的公告。 [642, 608, 848, 633]
announcement-title: 新光圆成股份有限公司关于延期回复深圳证券交易所关注函的公告 [645, 1064, 845, 1089]
announcement-text: 一、会议召开和出席情况 二、议案审议情况 三、律师见证情况 特此公告。本次会议由公司董事会召集，会议的召集、召开及表决程序符合《公司法》和《公司章程》的有关规定，会议合法有效。同意票数占出席会议有效表决权股份总数的比例为99.9%，反对票数0股，弃权票数0股。出席本次会议的股东及股东代理人共计若干名，代表公司有表决权的股份总数，占公司有表决权股份总数的比例。审议通过了相关议案，具体内容详见公司同日披露于指定信息披露媒体的公告。 [222, 765, 424, 790]
announcement-text: 一、会议召开和出席情况 二、议案审议情况 三、律师见证情况 特此公告。本次会议由公司董事会召集，会议的召集、召开及表决程序符合《公司法》和《公司章程》的有关规定，会议合法有效。同意票数占出席会议有效表决权股份总数的比例为99.9%，反对票数0股，弃权票数0股。出席本次会议的股东及股东代理人共计若干名，代表公司有表决权的股份总数，占公司有表决权股份总数的比例。审议通过了相关议案，具体内容详见公司同日披露于指定信息披露媒体的公告。 [642, 853, 848, 873]
announcement-text: 一、会议召开和出席情况 二、议案审议情况 三、律师见证情况 特此公告。本次会议由公司董事会召集，会议的召集、召开及表决程序符合《公司法》和《公司章程》的有关规定，会议合法有效。同意票数占出席会议有效表决权股份总数的比例为99.9%，反对票数0股，弃权票数0股。出席本次会议的股东及股东代理人共计若干名，代表公司有表决权的股份总数，占公司有表决权股份总数的比例。审议通过了相关议案，具体内容详见公司同日披露于指定信息披露媒体的公告。 [432, 775, 634, 800]
announcement-title: 山东黄金矿业股份有限公司关于新城金矿累计产金过百吨的公告 [12, 571, 212, 596]
announcement-text: 一、会议召开和出席情况 二、议案审议情况 三、律师见证情况 特此公告。本次会议由公司董事会召集，会议的召集、召开及表决程序符合《公司法》和《公司章程》的有关规定，会议合法有效。同意票数占出席会议有效表决权股份总数的比例为99.9%，反对票数0股，弃权票数0股。出席本次会议的股东及股东代理人共计若干名，代表公司有表决权的股份总数，占公司有表决权股份总数的比例。审议通过了相关议案，具体内容详见公司同日披露于指定信息披露媒体的公告。 [10, 325, 212, 346]
announcement-title: 河南黄河旋风股份有限公司关于公司向银行融资提供资产抵押的公告 [12, 726, 212, 751]
announcement-lead: 本公司及董事会全体成员保证信息披露的内容真实、准确、完整，没有虚假记载、误导性陈述或重大遗漏。 [434, 164, 604, 169]
announcement [222, 563, 424, 711]
announcement-text: 一、会议召开和出席情况 二、议案审议情况 三、律师见证情况 特此公告。本次会议由公司董事会召集，会议的召集、召开及表决程序符合《公司法》和《公司章程》的有关规定，会议合法有效。同意票数占出席会议有效表决权股份总数的比例为99.9%，反对票数0股，弃权票数0股。出席本次会议的股东及股东代理人共计若干名，代表公司有表决权的股份总数，占公司有表决权股份总数的比例。审议通过了相关议案，具体内容详见公司同日披露于指定信息披露媒体的公告。 [10, 185, 212, 210]
announcement-text: 一、会议召开和出席情况 二、议案审议情况 三、律师见证情况 特此公告。本次会议由公司董事会召集，会议的召集、召开及表决程序符合《公司法》和《公司章程》的有关规定，会议合法有效。同意票数占出席会议有效表决权股份总数的比例为99.9%，反对票数0股，弃权票数0股。出席本次会议的股东及股东代理人共计若干名，代表公司有表决权的股份总数，占公司有表决权股份总数的比例。审议通过了相关议案，具体内容详见公司同日披露于指定信息披露媒体的公告。 [10, 263, 213, 288]
announcement-text: 一、会议召开和出席情况 二、议案审议情况 三、律师见证情况 特此公告。本次会议由公司董事会召集，会议的召集、召开及表决程序符合《公司法》和《公司章程》的有关规定，会议合法有效。同意票数占出席会议有效表决权股份总数的比例为99.9%，反对票数0股，弃权票数0股。出席本次会议的股东及股东代理人共计若干名，代表公司有表决权的股份总数，占公司有表决权股份总数的比例。审议通过了相关议案，具体内容详见公司同日披露于指定信息披露媒体的公告。 [10, 873, 214, 894]
announcement-text: 一、会议召开和出席情况 二、议案审议情况 三、律师见证情况 特此公告。本次会议由公司董事会召集，会议的召集、召开及表决程序符合《公司法》和《公司章程》的有关规定，会议合法有效。同意票数占出席会议有效表决权股份总数的比例为99.9%，反对票数0股，弃权票数0股。出席本次会议的股东及股东代理人共计若干名，代表公司有表决权的股份总数，占公司有表决权股份总数的比例。审议通过了相关议案，具体内容详见公司同日披露于指定信息披露媒体的公告。 [220, 169, 422, 195]
announcement-text: 一、会议召开和出席情况 二、议案审议情况 三、律师见证情况 特此公告。本次会议由公司董事会召集，会议的召集、召开及表决程序符合《公司法》和《公司章程》的有关规定，会议合法有效。同意票数占出席会议有效表决权股份总数的比例为99.9%，反对票数0股，弃权票数0股。出席本次会议的股东及股东代理人共计若干名，代表公司有表决权的股份总数，占公司有表决权股份总数的比例。审议通过了相关议案，具体内容详见公司同日披露于指定信息披露媒体的公告。 [10, 1113, 215, 1138]
announcement-text: 一、会议召开和出席情况 二、议案审议情况 三、律师见证情况 特此公告。本次会议由公司董事会召集，会议的召集、召开及表决程序符合《公司法》和《公司章程》的有关规定，会议合法有效。同意票数占出席会议有效表决权股份总数的比例为99.9%，反对票数0股，弃权票数0股。出席本次会议的股东及股东代理人共计若干名，代表公司有表决权的股份总数，占公司有表决权股份总数的比例。审议通过了相关议案，具体内容详见公司同日披露于指定信息披露媒体的公告。 [434, 164, 637, 189]
announcement-text: 一、会议召开和出席情况 二、议案审议情况 三、律师见证情况 特此公告。本次会议由公司董事会召集，会议的召集、召开及表决程序符合《公司法》和《公司章程》的有关规定，会议合法有效。同意票数占出席会议有效表决权股份总数的比例为99.9%，反对票数0股，弃权票数0股。出席本次会议的股东及股东代理人共计若干名，代表公司有表决权的股份总数，占公司有表决权股份总数的比例。审议通过了相关议案，具体内容详见公司同日披露于指定信息披露媒体的公告。 [10, 1133, 214, 1154]
announcement-title: 深圳市全新好股份有限公司关于召开2022年第一次临时股东大会的提示性公告 [440, 130, 842, 161]
announcement [10, 122, 422, 561]
announcement-lead: 本公司董事会及全体董事保证本公告内容不存在任何虚假记载、误导性陈述或者重大遗漏。 [222, 599, 368, 604]
announcement [222, 718, 424, 1048]
announcement-meta: 证券代码：600305 证券简称：湖南海利 编号：2022-005 [685, 718, 805, 723]
announcement-signature: 通威股份有限公司董事会 [380, 689, 424, 695]
table-row [435, 251, 636, 261]
announcement-date: 2022年2月10日 [818, 191, 848, 196]
announcement [642, 718, 848, 1048]
announcement-meta: 证券代码：002207 证券简称：全新好 公告编号：2022-010 [579, 122, 703, 127]
announcement-text: 一、会议召开和出席情况 二、议案审议情况 三、律师见证情况 特此公告。本次会议由公司董事会召集，会议的召集、召开及表决程序符合《公司法》和《公司章程》的有关规定，会议合法有效。同意票数占出席会议有效表决权股份总数的比例为99.9%，反对票数0股，弃权票数0股。出席本次会议的股东及股东代理人共计若干名，代表公司有表决权的股份总数，占公司有表决权股份总数的比例。审议通过了相关议案，具体内容详见公司同日披露于指定信息披露媒体的公告。 [432, 754, 634, 779]
announcement-date: 二〇二二年二月十一日 [384, 695, 424, 701]
announcement-date: 2022年2月11日 [818, 1230, 848, 1236]
announcement-body [222, 1092, 424, 1224]
table-row [435, 271, 636, 281]
announcement-signature: 金开新能源股份有限公司董事会 [158, 1224, 214, 1230]
announcement-text: 一、会议召开和出席情况 二、议案审议情况 三、律师见证情况 特此公告。本次会议由公司董事会召集，会议的召集、召开及表决程序符合《公司法》和《公司章程》的有关规定，会议合法有效。同意票数占出席会议有效表决权股份总数的比例为99.9%，反对票数0股，弃权票数0股。出席本次会议的股东及股东代理人共计若干名，代表公司有表决权的股份总数，占公司有表决权股份总数的比例。审议通过了相关议案，具体内容详见公司同日披露于指定信息披露媒体的公告。 [642, 1133, 848, 1154]
announcement-text: 一、会议召开和出席情况 二、议案审议情况 三、律师见证情况 特此公告。本次会议由公司董事会召集，会议的召集、召开及表决程序符合《公司法》和《公司章程》的有关规定，会议合法有效。同意票数占出席会议有效表决权股份总数的比例为99.9%，反对票数0股，弃权票数0股。出席本次会议的股东及股东代理人共计若干名，代表公司有表决权的股份总数，占公司有表决权股份总数的比例。审议通过了相关议案，具体内容详见公司同日披露于指定信息披露媒体的公告。 [642, 832, 848, 858]
announcement-lead: 本公司董事会及全体董事保证本公告内容不存在任何虚假记载、误导性陈述或者重大遗漏。 [10, 754, 155, 759]
announcement-title: 重庆长江造型材料(集团)股份有限公司2022年第一次临时股东大会决议公告 [16, 130, 416, 161]
column-divider [428, 563, 429, 1243]
newspaper-logo: 上海證券報 [758, 51, 839, 69]
announcement-date: 2022年2月11日 [818, 1010, 848, 1016]
